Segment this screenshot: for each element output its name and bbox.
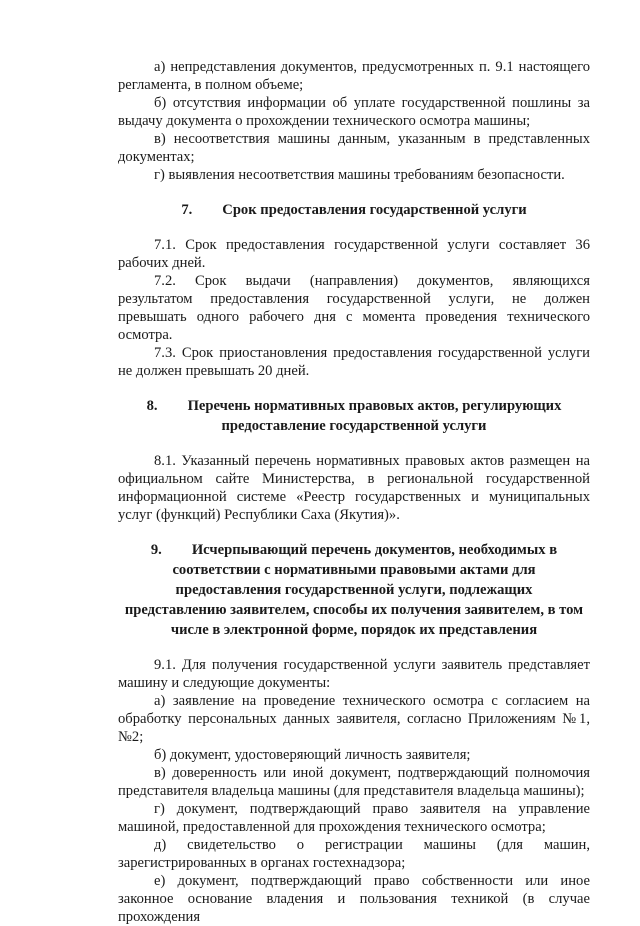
paragraph: 7.3. Срок приостановления предоставления государственной услуги не должен превышать 20 дней.	[118, 345, 590, 379]
paragraph: 8.1. Указанный перечень нормативных правовых актов размещен на официальном сайте Министерства, в региональной государственной информационной системе «Реестр государственных и муниципальных услуг (функций) Республики Саха (Якутия)».	[118, 453, 590, 523]
section-title: Перечень нормативных правовых актов, регулирующих предоставление государственной услуги	[187, 398, 562, 434]
paragraph: 9.1. Для получения государственной услуги заявитель представляет машину и следующие документы:	[118, 657, 590, 691]
list-item: е) документ, подтверждающий право собственности или иное законное основание владения и пользования техникой (в случае прохождения	[118, 873, 590, 925]
list-item: а) непредставления документов, предусмотренных п. 9.1 настоящего регламента, в полном объеме;	[118, 59, 590, 93]
list-item: а) заявление на проведение технического осмотра с согласием на обработку персональных данных заявителя, согласно Приложениям №1, №2;	[118, 693, 590, 745]
list-item: д) свидетельство о регистрации машины (для машин, зарегистрированных в органах гостехнадзора;	[118, 837, 590, 871]
paragraph: 7.1. Срок предоставления государственной услуги составляет 36 рабочих дней.	[118, 237, 590, 271]
list-item: г) документ, подтверждающий право заявителя на управление машиной, предоставленной для прохождения технического осмотра;	[118, 801, 590, 835]
document-page	[118, 58, 590, 926]
section-number: 9.	[150, 542, 162, 558]
list-item: в) несоответствия машины данным, указанным в представленных документах;	[118, 131, 590, 165]
paragraph: 7.2. Срок выдачи (направления) документов, являющихся результатом предоставления государственной услуги, не должен превышать одного рабочего дня с момента проведения технического осмотра.	[118, 273, 590, 343]
section-8-heading	[118, 396, 590, 436]
list-item: в) доверенность или иной документ, подтверждающий полномочия представителя владельца машины (для представителя владельца машины);	[118, 765, 590, 799]
section-title: Срок предоставления государственной услуги	[222, 202, 527, 218]
section-9-heading	[118, 540, 590, 640]
list-item: б) отсутствия информации об уплате государственной пошлины за выдачу документа о прохождении технического осмотра машины;	[118, 95, 590, 129]
section-7-heading	[118, 200, 590, 220]
section-title: Исчерпывающий перечень документов, необходимых в соответствии с нормативными правовыми актами для предоставления государственной услуги, подлежащих представлению заявителем, способы их получения заявителем, в том числе в электронной форме, порядок их представления	[124, 542, 584, 638]
section-number: 7.	[181, 202, 193, 218]
section-number: 8.	[146, 398, 158, 414]
list-item: б) документ, удостоверяющий личность заявителя;	[154, 747, 471, 763]
list-item: г) выявления несоответствия машины требованиям безопасности.	[154, 167, 565, 183]
